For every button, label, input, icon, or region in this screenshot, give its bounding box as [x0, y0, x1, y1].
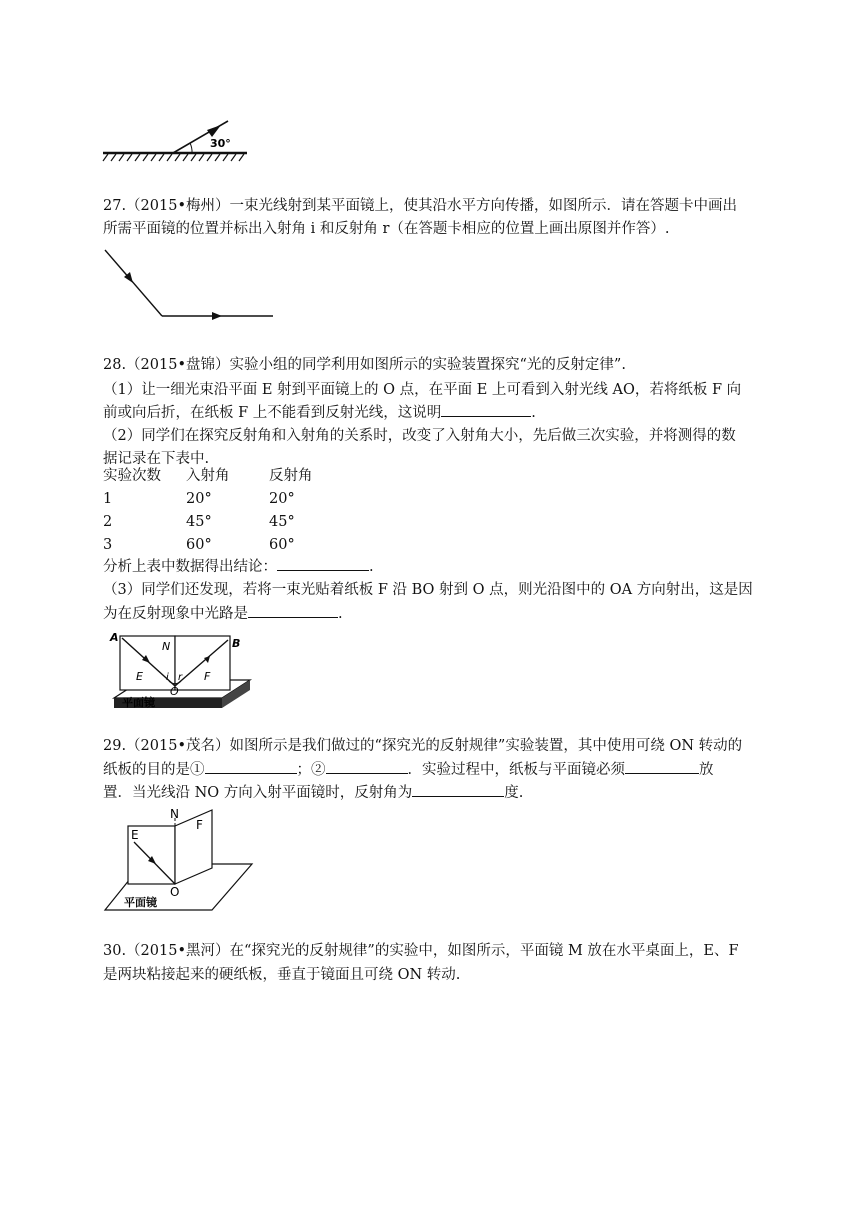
- q28-label-mirror: 平面镜: [122, 696, 155, 709]
- q26-figure: [100, 120, 260, 170]
- q28-label-r: r: [178, 672, 183, 683]
- q29-line2-text2: ．实验过程中，纸板与平面镜必须: [407, 762, 625, 778]
- q28-text-line5: 据记录在下表中.: [103, 451, 210, 467]
- q27-text-line2: 所需平面镜的位置并标出入射角 i 和反射角 r（在答题卡相应的位置上画出原图并作答）.: [103, 221, 670, 237]
- q28-data-table: [103, 466, 403, 556]
- q29-line2-end: 放: [699, 762, 714, 778]
- q28-text-line2: （1）让一细光束沿平面 E 射到平面镜上的 O 点，在平面 E 上可看到入射光线 AO，若将纸板 F 向: [103, 382, 742, 398]
- q26-angle-label: 30°: [210, 137, 231, 150]
- q28-table-header-reflect: 反射角: [269, 468, 313, 484]
- q28-label-A: A: [110, 631, 119, 644]
- q28-table-header-incident: 入射角: [186, 468, 230, 484]
- q28-label-O: O: [170, 685, 179, 698]
- q27-reflected-arrow: [212, 312, 222, 320]
- q28-text-line8: [103, 603, 343, 624]
- q28-line3-end: .: [531, 405, 536, 421]
- q28-text-line7: （3）同学们还发现，若将一束光贴着纸板 F 沿 BO 射到 O 点，则光沿图中的 OA 方向射出，这是因: [103, 582, 753, 598]
- q28-answer-blank-2[interactable]: [277, 556, 369, 571]
- q29-text-line3: [103, 782, 523, 803]
- q30-text-line1: 30.（2015•黑河）在“探究光的反射规律”的实验中，如图所示，平面镜 M 放在水平桌面上，E、F: [103, 943, 739, 959]
- q29-text-line2: [103, 759, 714, 780]
- q28-table-cell: 45°: [269, 514, 295, 530]
- q29-figure: [100, 806, 260, 916]
- q28-line3-text: 前或向后折，在纸板 F 上不能看到反射光线，这说明: [103, 405, 442, 421]
- q28-answer-blank-1[interactable]: [441, 402, 531, 417]
- q27-incident-ray: [105, 250, 162, 316]
- q28-table-cell: 1: [103, 491, 113, 507]
- q29-line3-text: 置．当光线沿 NO 方向入射平面镜时，反射角为: [103, 785, 413, 801]
- q26-ray-arrow: [207, 125, 221, 137]
- q27-figure: [100, 245, 280, 325]
- q28-line6-end: .: [369, 559, 374, 575]
- q28-line6-text: 分析上表中数据得出结论：: [103, 559, 277, 575]
- q28-line8-end: .: [338, 606, 343, 622]
- q29-label-E: E: [131, 828, 139, 842]
- q28-label-i: i: [166, 672, 169, 683]
- q28-table-cell: 45°: [186, 514, 212, 530]
- q29-answer-blank-2[interactable]: [326, 759, 408, 774]
- q28-table-cell: 20°: [186, 491, 212, 507]
- q29-answer-blank-1[interactable]: [205, 759, 297, 774]
- q28-text-line4: （2）同学们在探究反射角和入射角的关系时，改变了入射角大小，先后做三次实验，并将测得的数: [103, 428, 736, 444]
- q28-text-line1: 28.（2015•盘锦）实验小组的同学利用如图所示的实验装置探究“光的反射定律”.: [103, 357, 626, 373]
- q29-answer-blank-4[interactable]: [412, 782, 504, 797]
- q28-table-cell: 60°: [186, 537, 212, 553]
- q28-table-cell: 60°: [269, 537, 295, 553]
- q28-text-line3: [103, 402, 536, 423]
- q29-label-F: F: [196, 818, 203, 832]
- q28-label-F: F: [204, 670, 211, 683]
- q28-answer-blank-3[interactable]: [248, 603, 338, 618]
- q28-line8-text: 为在反射现象中光路是: [103, 606, 248, 622]
- q28-figure: [100, 628, 270, 718]
- q28-label-E: E: [136, 670, 143, 683]
- q28-table-header-trial: 实验次数: [103, 468, 161, 484]
- q28-table-cell: 3: [103, 537, 113, 553]
- q29-line2-text: 纸板的目的是①: [103, 762, 205, 778]
- q28-label-N: N: [162, 640, 171, 653]
- q27-text-line1: 27.（2015•梅州）一束光线射到某平面镜上，使其沿水平方向传播，如图所示．请在答题卡中画出: [103, 198, 738, 214]
- q29-text-line1: 29.（2015•茂名）如图所示是我们做过的“探究光的反射规律”实验装置，其中使用可绕 ON 转动的: [103, 738, 743, 754]
- q28-text-line6: [103, 556, 374, 577]
- q29-label-O: O: [170, 885, 180, 899]
- q29-line3-end: 度.: [504, 785, 524, 801]
- q28-table-cell: 20°: [269, 491, 295, 507]
- q29-answer-blank-3[interactable]: [625, 759, 699, 774]
- q30-text-line2: 是两块粘接起来的硬纸板，垂直于镜面且可绕 ON 转动.: [103, 967, 461, 983]
- q29-label-N: N: [170, 807, 179, 821]
- q28-table-cell: 2: [103, 514, 113, 530]
- q28-label-B: B: [232, 637, 241, 650]
- q29-label-mirror: 平面镜: [124, 896, 157, 909]
- q29-line2-sep: ；②: [296, 762, 326, 778]
